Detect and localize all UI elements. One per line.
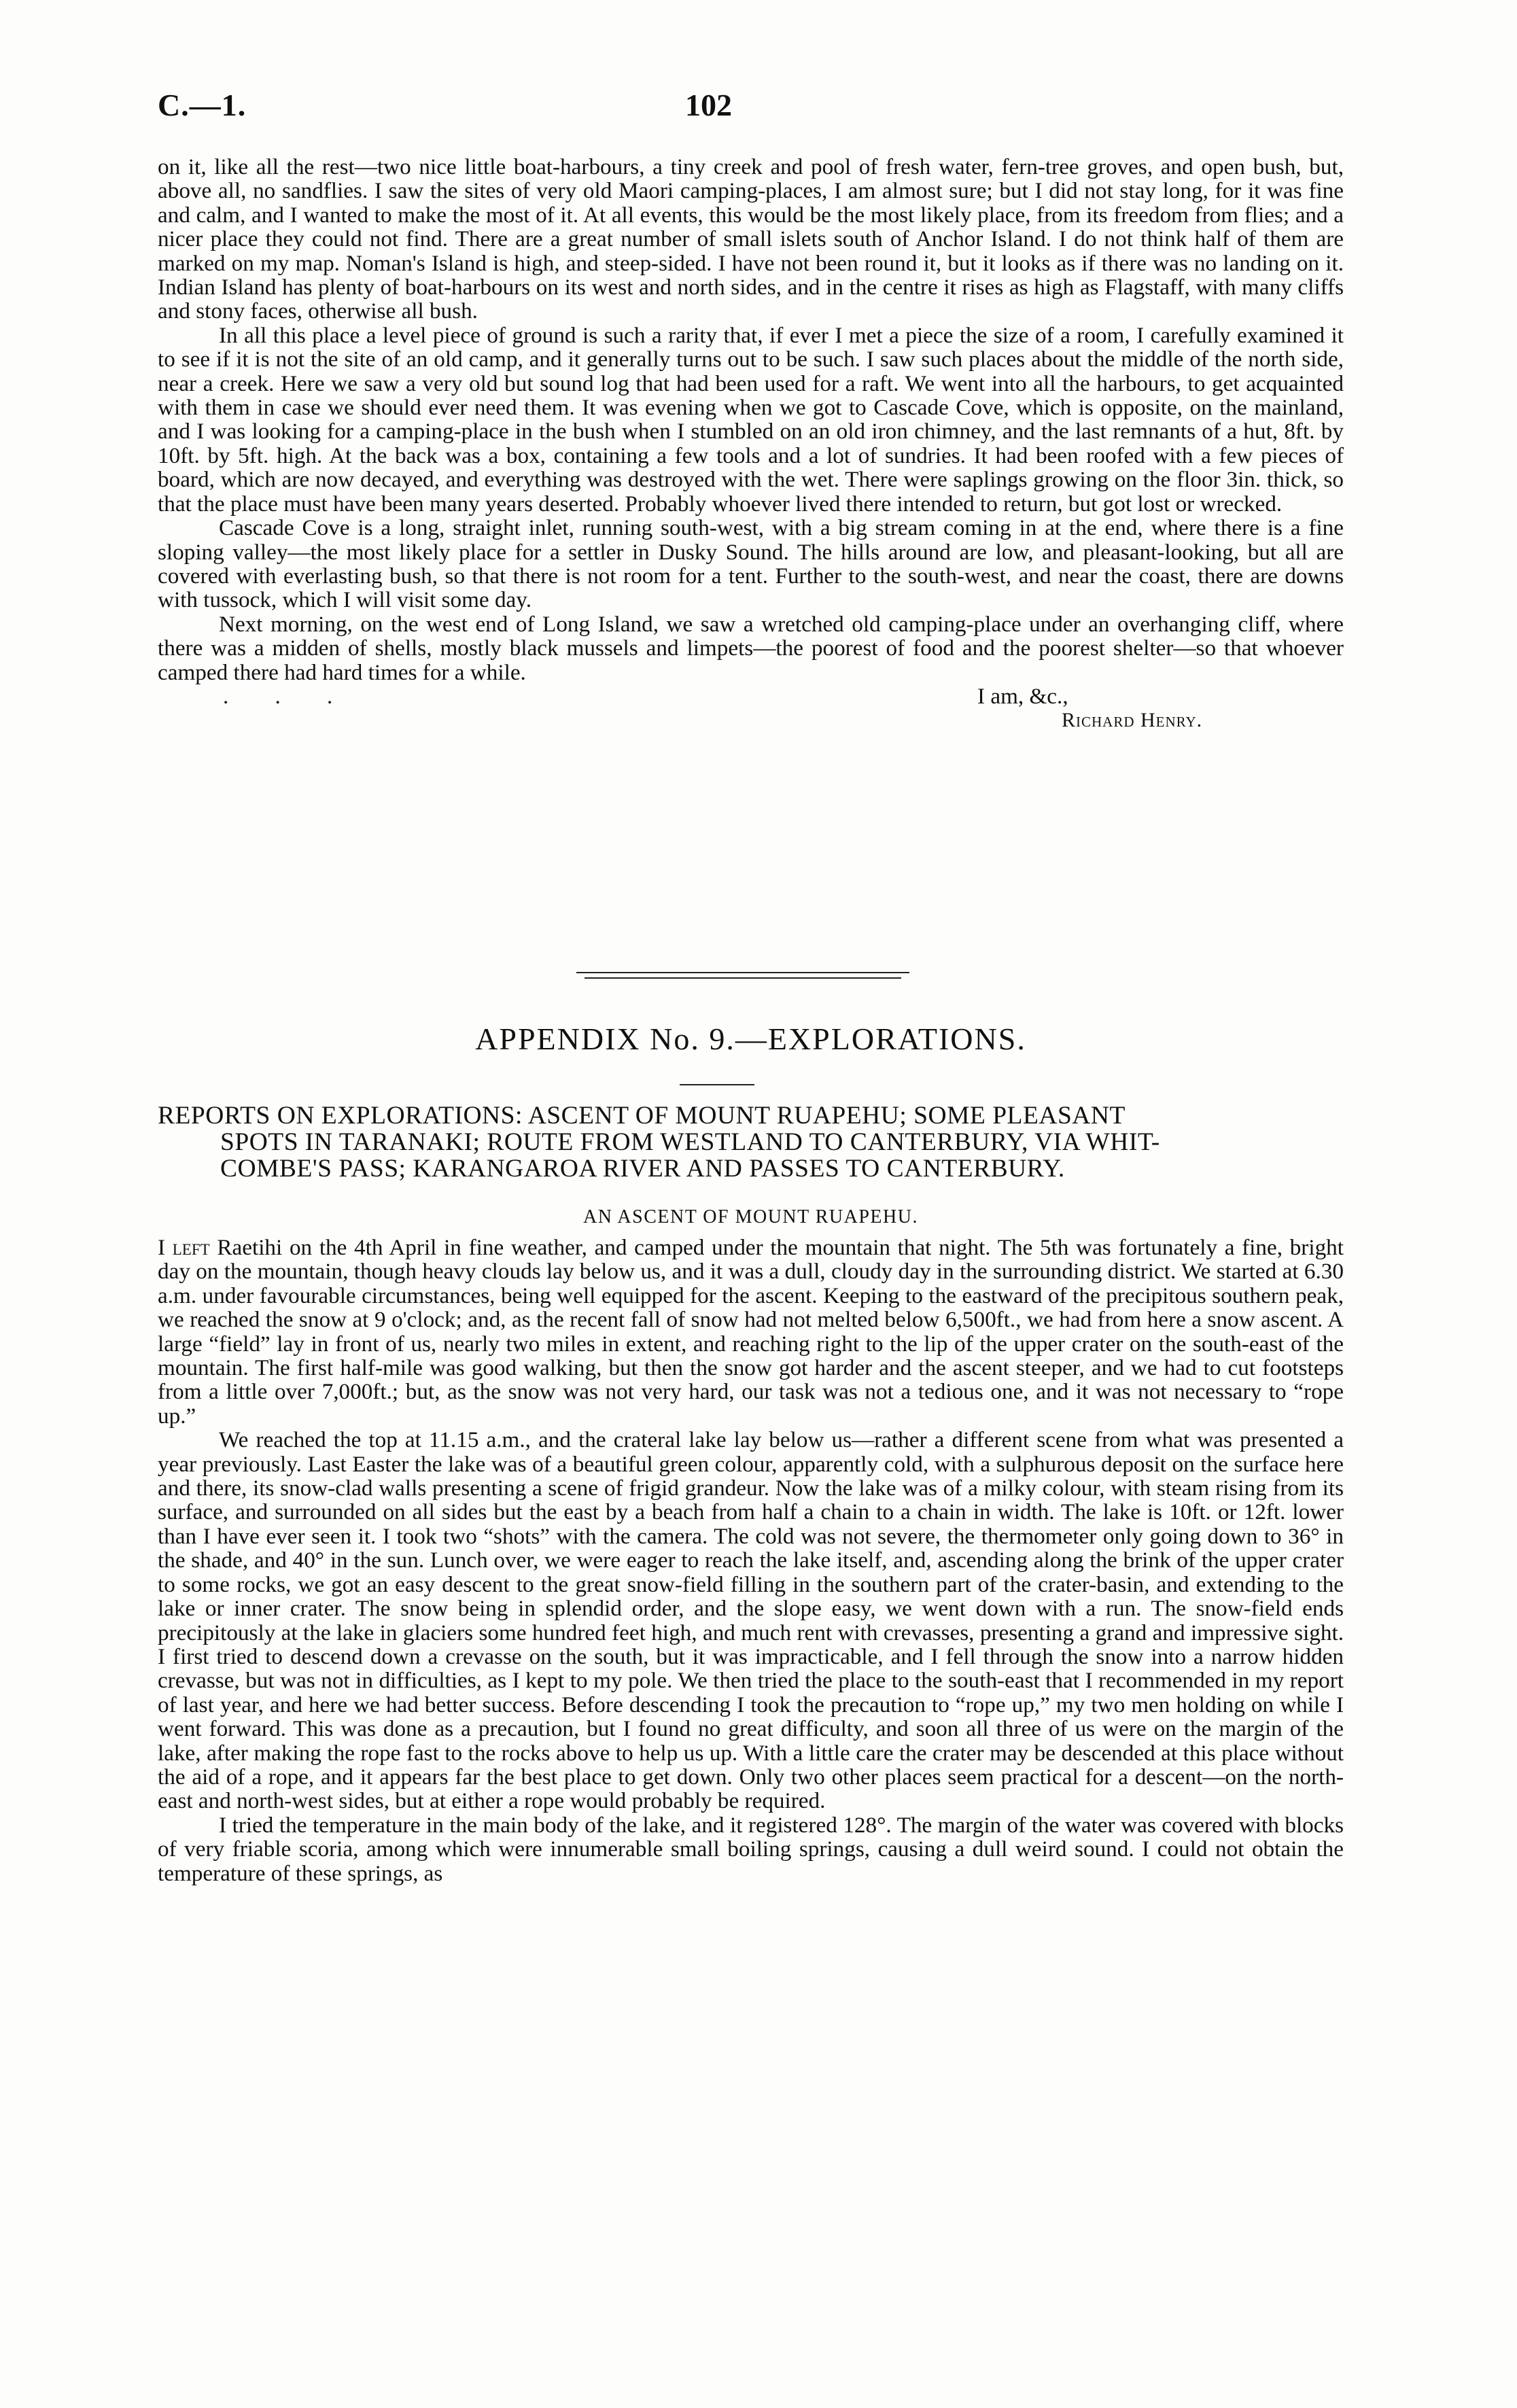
appendix-short-rule	[680, 1084, 754, 1085]
ascent-paragraph-2: We reached the top at 11.15 a.m., and the crateral lake lay below us—rather a different scene from what was presented a year previously. Last Easter the lake was of a beautiful green colour, apparently cold, with a sulphurous deposit on the surface here and there, its snow-clad walls presenting a scene of frigid grandeur. Now the lake was of a milky colour, with steam rising from its surface, and surrounded on all sides but the east by a beach from half a chain to a chain in width. The lake is 10ft. or 12ft. lower than I have ever seen it. I took two “shots” with the camera. The cold was not severe, the thermometer only going down to 36° in the shade, and 40° in the sun. Lunch over, we were eager to reach the lake itself, and, ascending along the brink of the upper crater to some rocks, we got an easy descent to the great snow-field filling in the southern part of the crater-basin, and extending to the lake or inner crater. The snow being in splendid order, and the slope easy, we went down with a run. The snow-field ends precipitously at the lake in glaciers some hundred feet high, and much rent with crevasses, presenting a grand and impressive sight. I first tried to descend down a crevasse on the south, but it was impracticable, and I fell through the snow into a narrow hidden crevasse, but was not in difficulties, as I kept to my pole. We then tried the place to the south-east that I recommended in my report of last year, and here we had better success. Before descending I took the precaution to “rope up,” my two men holding on while I went forward. This was done as a precaution, but I found no great difficulty, and soon all three of us were on the margin of the lake, after making the rope fast to the rocks above to help us up. With a little care the crater may be descended at this place without the aid of a rope, and it appears far the best place to get down. Only two other places seem practical for a descent—on the north-east and north-west sides, but at either a rope would probably be required.	[158, 1427, 1344, 1814]
ellipsis-dots: . . .	[223, 684, 353, 709]
report-title	[158, 1102, 1344, 1182]
ascent-paragraph-1	[158, 1236, 1344, 1428]
report-title-line-2: SPOTS IN TARANAKI; ROUTE FROM WESTLAND TO CANTERBURY, VIA WHIT-	[220, 1128, 1160, 1156]
letter-closing: I am, &c.,	[977, 683, 1068, 709]
letter-paragraph-3: Cascade Cove is a long, straight inlet, running south-west, with a big stream coming in at the end, where there is a fine sloping valley—the most likely place for a settler in Dusky Sound. The hills around are low, and pleasant-looking, but all are covered with everlasting bush, so that there is not room for a tent. Further to the south-west, and near the coast, there are downs with tussock, which I will visit some day.	[158, 515, 1344, 613]
ascent-paragraph-1-text: Raetihi on the 4th April in fine weather, and camped under the mountain that night. The 5th was fortunately a fine, bright day on the mountain, though heavy clouds lay below us, and it was a dull, cloudy day in the surrounding district. We started at 6.30 a.m. under favourable circumstances, being well equipped for the ascent. Keeping to the eastward of the precipitous southern peak, we reached the snow at 9 o'clock; and, as the recent fall of snow had not melted below 6,500ft., we had from here a snow ascent. A large “field” lay in front of us, nearly two miles in extent, and reaching right to the lip of the upper crater on the south-east of the mountain. The first half-mile was good walking, but then the snow got harder and the ascent steeper, and we had to cut footsteps from a little over 7,000ft.; but, as the snow was not very hard, our task was not a tedious one, and it was not necessary to “rope up.”	[158, 1235, 1344, 1429]
page-number: 102	[685, 88, 732, 122]
letter-paragraph-1: on it, like all the rest—two nice little boat-harbours, a tiny creek and pool of fresh water, fern-tree groves, and open bush, but, above all, no sandflies. I saw the sites of very old Maori camping-places, I am almost sure; but I did not stay long, for it was fine and calm, and I wanted to make the most of it. At all events, this would be the most likely place, from its freedom from flies; and a nicer place they could not find. There are a great number of small islets south of Anchor Island. I do not think half of them are marked on my map. Noman's Island is high, and steep-sided. I have not been round it, but it looks as if there was no landing on it. Indian Island has plenty of boat-harbours on its west and north sides, and in the centre it rises as high as Flagstaff, with many cliffs and stony faces, otherwise all bush.	[158, 154, 1344, 324]
report-title-line-1: REPORTS ON EXPLORATIONS: ASCENT OF MOUNT RUAPEHU; SOME PLEASANT	[158, 1102, 1126, 1130]
ascent-paragraph-3: I tried the temperature in the main body of the lake, and it registered 128°. The margin of the water was covered with blocks of very friable scoria, among which were innumerable small boiling springs, causing a dull weird sound. I could not obtain the temperature of these springs, as	[158, 1812, 1344, 1886]
appendix-section	[158, 0, 1344, 2408]
letter-signature: Richard Henry.	[1062, 709, 1203, 732]
drop-words: I left	[158, 1235, 210, 1260]
letter-paragraph-2: In all this place a level piece of ground is such a rarity that, if ever I met a piece the size of a room, I carefully examined it to see if it is not the site of an old camp, and it generally turns out to be such. I saw such places about the middle of the north side, near a creek. Here we saw a very old but sound log that had been used for a raft. We went into all the harbours, to get acquainted with them in case we should ever need them. It was evening when we got to Cascade Cove, which is opposite, on the mainland, and I was looking for a camping-place in the bush when I stumbled on an old iron chimney, and the last remnants of a hut, 8ft. by 10ft. by 5ft. high. At the back was a box, containing a few tools and a lot of sundries. It had been roofed with a few pieces of board, which are now decayed, and everything was destroyed with the wet. There were saplings growing on the floor 3in. thick, so that the place must have been many years deserted. Probably whoever lived there intended to return, but got lost or wrecked.	[158, 322, 1344, 517]
letter-paragraph-4: Next morning, on the west end of Long Island, we saw a wretched old camping-place under an overhanging cliff, where there was a midden of shells, mostly black mussels and limpets—the poorest of food and the poorest shelter—so that whoever camped there had hard times for a while.	[158, 611, 1344, 685]
ascent-body	[158, 1236, 1344, 1885]
appendix-title: APPENDIX No. 9.—EXPLORATIONS.	[475, 1022, 1026, 1056]
document-code: C.—1.	[158, 88, 247, 122]
report-title-line-3: COMBE'S PASS; KARANGAROA RIVER AND PASSES TO CANTERBURY.	[220, 1155, 1065, 1183]
section-title: AN ASCENT OF MOUNT RUAPEHU.	[583, 1206, 918, 1227]
